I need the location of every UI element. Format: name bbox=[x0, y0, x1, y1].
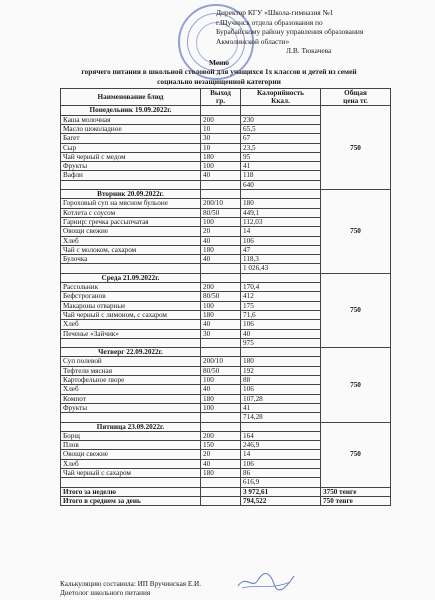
dish-name: Масло шоколадное bbox=[61, 125, 201, 134]
dish-calories: 180 bbox=[241, 357, 321, 366]
day-price: 750 bbox=[321, 422, 391, 487]
dish-name: Компот bbox=[61, 394, 201, 403]
dish-calories: 41 bbox=[241, 162, 321, 171]
total-label: Итого в среднем за день bbox=[61, 496, 201, 505]
dish-name: Гарнир: гречка рассыпчатая bbox=[61, 217, 201, 226]
day-price: 750 bbox=[321, 273, 391, 347]
dish-calories: 175 bbox=[241, 301, 321, 310]
dish-name: Фрукты bbox=[61, 162, 201, 171]
dish-calories: 230 bbox=[241, 115, 321, 124]
day-price: 750 bbox=[321, 348, 391, 422]
day-total-calories: 640 bbox=[241, 180, 321, 189]
day-header-row bbox=[61, 190, 391, 199]
dish-yield: 200/10 bbox=[201, 199, 241, 208]
day-total-calories: 1 026,43 bbox=[241, 264, 321, 273]
dish-name: Булочка bbox=[61, 255, 201, 264]
day-title: Среда 21.09.2022г. bbox=[61, 273, 201, 282]
dish-yield: 40 bbox=[201, 255, 241, 264]
week-total-row bbox=[61, 487, 391, 496]
dish-calories: 23,5 bbox=[241, 143, 321, 152]
dish-yield: 40 bbox=[201, 236, 241, 245]
dish-name: Суп полевой bbox=[61, 357, 201, 366]
dish-name: Овощи свежие bbox=[61, 450, 201, 459]
empty-cell bbox=[201, 487, 241, 496]
day-total-calories: 975 bbox=[241, 338, 321, 347]
empty-cell bbox=[61, 413, 201, 422]
dish-calories: 118 bbox=[241, 171, 321, 180]
dish-name: Тефтели мясная bbox=[61, 366, 201, 375]
total-price: 3750 тенге bbox=[321, 487, 391, 496]
dish-yield: 200/10 bbox=[201, 357, 241, 366]
dish-yield: 40 bbox=[201, 459, 241, 468]
approval-block bbox=[216, 8, 428, 56]
total-label: Итого за неделю bbox=[61, 487, 201, 496]
dish-yield: 180 bbox=[201, 394, 241, 403]
day-price: 750 bbox=[321, 190, 391, 274]
dish-yield: 100 bbox=[201, 162, 241, 171]
dish-name: Овощи свежие bbox=[61, 227, 201, 236]
dish-yield: 100 bbox=[201, 376, 241, 385]
dish-calories: 106 bbox=[241, 385, 321, 394]
dish-yield: 200 bbox=[201, 431, 241, 440]
approval-line: Директор КГУ «Школа-гимназия №1 bbox=[216, 8, 334, 17]
dish-calories: 112,03 bbox=[241, 217, 321, 226]
dish-yield: 150 bbox=[201, 441, 241, 450]
dish-name: Печенье «Зайчик» bbox=[61, 329, 201, 338]
dish-calories: 41 bbox=[241, 403, 321, 412]
header-calories: Калорийность Ккал. bbox=[241, 89, 321, 106]
dish-name: Хлеб bbox=[61, 236, 201, 245]
empty-cell bbox=[201, 106, 241, 115]
dish-calories: 40 bbox=[241, 329, 321, 338]
empty-cell bbox=[241, 422, 321, 431]
dish-name: Хлеб bbox=[61, 459, 201, 468]
title-line: социально незащищенной категории bbox=[157, 76, 281, 86]
dish-calories: 95 bbox=[241, 152, 321, 161]
dish-yield: 180 bbox=[201, 152, 241, 161]
director-name: Л.В. Тюкачева bbox=[286, 46, 332, 56]
dish-name: Хлеб bbox=[61, 320, 201, 329]
dish-name: Вафли bbox=[61, 171, 201, 180]
empty-cell bbox=[201, 496, 241, 505]
empty-cell bbox=[241, 273, 321, 282]
dish-name: Сыр bbox=[61, 143, 201, 152]
dish-name: Фрукты bbox=[61, 403, 201, 412]
dish-name: Каша молочная bbox=[61, 115, 201, 124]
dish-yield: 200 bbox=[201, 283, 241, 292]
dish-name: Багет bbox=[61, 134, 201, 143]
title-line: Меню bbox=[208, 58, 230, 67]
dish-yield: 100 bbox=[201, 217, 241, 226]
day-header-row bbox=[61, 106, 391, 115]
empty-cell bbox=[201, 413, 241, 422]
dish-name: Борщ bbox=[61, 431, 201, 440]
empty-cell bbox=[201, 273, 241, 282]
dish-name: Плов bbox=[61, 441, 201, 450]
day-price: 750 bbox=[321, 106, 391, 190]
empty-cell bbox=[61, 338, 201, 347]
dish-name: Чай с молоком, сахаром bbox=[61, 245, 201, 254]
dish-calories: 106 bbox=[241, 320, 321, 329]
total-calories: 3 972,61 bbox=[241, 487, 321, 496]
dish-calories: 67 bbox=[241, 134, 321, 143]
dish-yield: 30 bbox=[201, 329, 241, 338]
empty-cell bbox=[201, 348, 241, 357]
approval-line: Акмолинской области» bbox=[216, 36, 290, 46]
dish-calories: 412 bbox=[241, 292, 321, 301]
empty-cell bbox=[61, 478, 201, 487]
dish-name: Рассольник bbox=[61, 283, 201, 292]
dish-calories: 14 bbox=[241, 450, 321, 459]
header-yield: Выход гр. bbox=[201, 89, 241, 106]
dish-calories: 65,5 bbox=[241, 125, 321, 134]
dish-calories: 106 bbox=[241, 459, 321, 468]
table-header-row bbox=[61, 89, 391, 106]
day-header-row bbox=[61, 273, 391, 282]
dish-yield: 80/50 bbox=[201, 208, 241, 217]
dish-yield: 40 bbox=[201, 171, 241, 180]
title-line: горячего питания в школьной столовой для учащихся 1х классов и детей из семей bbox=[81, 67, 357, 77]
dish-calories: 71,6 bbox=[241, 310, 321, 319]
dish-yield: 180 bbox=[201, 310, 241, 319]
menu-table bbox=[60, 88, 391, 506]
dish-name: Хлеб bbox=[61, 385, 201, 394]
dish-yield: 20 bbox=[201, 227, 241, 236]
empty-cell bbox=[201, 190, 241, 199]
dish-yield: 30 bbox=[201, 134, 241, 143]
dish-calories: 14 bbox=[241, 227, 321, 236]
dish-name: Котлета с соусом bbox=[61, 208, 201, 217]
empty-cell bbox=[201, 180, 241, 189]
day-header-row bbox=[61, 422, 391, 431]
average-total-row bbox=[61, 496, 391, 505]
dish-yield: 80/50 bbox=[201, 366, 241, 375]
dish-name: Чай черный с сахаром bbox=[61, 468, 201, 477]
dish-yield: 100 bbox=[201, 403, 241, 412]
dish-yield: 80/50 bbox=[201, 292, 241, 301]
dish-calories: 106 bbox=[241, 236, 321, 245]
day-header-row bbox=[61, 348, 391, 357]
dish-yield: 10 bbox=[201, 125, 241, 134]
dish-yield: 20 bbox=[201, 450, 241, 459]
total-calories: 794,522 bbox=[241, 496, 321, 505]
dish-calories: 47 bbox=[241, 245, 321, 254]
dish-calories: 88 bbox=[241, 376, 321, 385]
dish-calories: 164 bbox=[241, 431, 321, 440]
dish-yield: 40 bbox=[201, 385, 241, 394]
day-title: Четверг 22.09.2022г. bbox=[61, 348, 201, 357]
calculation-author: Калькуляцию составила: ИП Вручинская Е.И. bbox=[60, 580, 202, 588]
dish-name: Чай черный с медом bbox=[61, 152, 201, 161]
dish-name: Гороховый суп на мясном бульоне bbox=[61, 199, 201, 208]
dish-calories: 118,3 bbox=[241, 255, 321, 264]
total-price: 750 тенге bbox=[321, 496, 391, 505]
dish-yield: 200 bbox=[201, 115, 241, 124]
empty-cell bbox=[201, 422, 241, 431]
dish-name: Бефстроганов bbox=[61, 292, 201, 301]
dish-calories: 192 bbox=[241, 366, 321, 375]
dish-yield: 180 bbox=[201, 468, 241, 477]
day-title: Пятница 23.09.2022г. bbox=[61, 422, 201, 431]
empty-cell bbox=[61, 264, 201, 273]
dish-yield: 40 bbox=[201, 320, 241, 329]
dish-yield: 10 bbox=[201, 143, 241, 152]
day-title: Понедельник 19.09.2022г. bbox=[61, 106, 201, 115]
dish-calories: 86 bbox=[241, 468, 321, 477]
empty-cell bbox=[201, 264, 241, 273]
day-title: Вторник 20.09.2022г. bbox=[61, 190, 201, 199]
day-total-calories: 616,9 bbox=[241, 478, 321, 487]
empty-cell bbox=[201, 338, 241, 347]
empty-cell bbox=[201, 478, 241, 487]
header-name: Наименование блюд bbox=[61, 89, 201, 106]
empty-cell bbox=[241, 106, 321, 115]
empty-cell bbox=[241, 348, 321, 357]
empty-cell bbox=[241, 190, 321, 199]
dish-yield: 100 bbox=[201, 301, 241, 310]
approval-line: Бурабайскому району управления образования bbox=[216, 27, 364, 37]
empty-cell bbox=[61, 180, 201, 189]
dish-calories: 180 bbox=[241, 199, 321, 208]
dietitian-line: Диетолог школьного питания bbox=[60, 588, 151, 597]
dish-yield: 180 bbox=[201, 245, 241, 254]
dish-calories: 107,28 bbox=[241, 394, 321, 403]
dish-calories: 246,9 bbox=[241, 441, 321, 450]
document-title bbox=[44, 58, 394, 86]
dish-name: Чай черный с лимоном, с сахаром bbox=[61, 310, 201, 319]
dish-name: Картофельное пюре bbox=[61, 376, 201, 385]
header-price: Общая цена тг. bbox=[321, 89, 391, 106]
dish-name: Макароны отварные bbox=[61, 301, 201, 310]
approval-line: г.Щучинск отдела образования по bbox=[216, 17, 323, 27]
dish-calories: 449,1 bbox=[241, 208, 321, 217]
day-total-calories: 714,28 bbox=[241, 413, 321, 422]
footer bbox=[60, 580, 390, 597]
dish-calories: 170,4 bbox=[241, 283, 321, 292]
